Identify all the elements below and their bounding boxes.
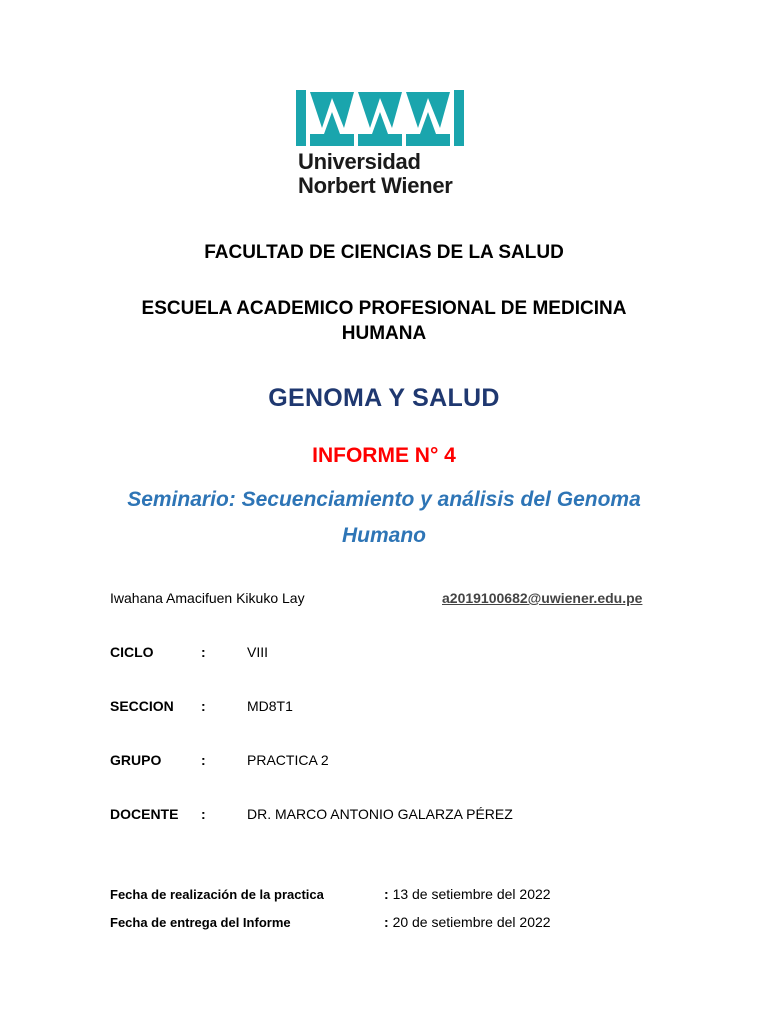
seminar-title [0, 482, 768, 554]
field-label-docente: DOCENTE [110, 806, 179, 822]
school-title-line2: HUMANA [341, 323, 427, 344]
field-label-ciclo: CICLO [110, 644, 154, 660]
seminar-title-line1: Seminario: Secuenciamiento y análisis del Genoma [127, 488, 641, 511]
field-label-seccion: SECCION [110, 698, 174, 714]
field-value-grupo: PRACTICA 2 [247, 752, 329, 768]
school-title-line1: ESCUELA ACADEMICO PROFESIONAL DE MEDICINA [141, 298, 627, 319]
field-colon: : [201, 698, 206, 714]
date-label-entrega: Fecha de entrega del Informe [110, 915, 291, 930]
field-value-docente: DR. MARCO ANTONIO GALARZA PÉREZ [247, 806, 513, 822]
wiener-chevron-logo-icon [296, 88, 476, 148]
date-row-entrega [384, 914, 551, 930]
faculty-title: FACULTAD DE CIENCIAS DE LA SALUD [204, 242, 564, 263]
seminar-title-line2: Humano [342, 524, 426, 547]
field-value-ciclo: VIII [247, 644, 269, 660]
date-colon: : [384, 914, 389, 930]
university-name [298, 150, 453, 198]
date-row-realizacion [384, 886, 551, 902]
date-value-realizacion: 13 de setiembre del 2022 [392, 886, 551, 902]
university-name-line2: Norbert Wiener [298, 173, 453, 198]
report-title: INFORME N° 4 [312, 444, 456, 467]
field-colon: : [201, 752, 206, 768]
field-value-seccion: MD8T1 [247, 698, 293, 714]
school-title [0, 296, 768, 346]
field-label-grupo: GRUPO [110, 752, 162, 768]
course-title: GENOMA Y SALUD [268, 384, 500, 412]
university-name-line1: Universidad [298, 149, 421, 174]
field-colon: : [201, 806, 206, 822]
date-value-entrega: 20 de setiembre del 2022 [392, 914, 551, 930]
date-label-realizacion: Fecha de realización de la practica [110, 887, 324, 902]
date-colon: : [384, 886, 389, 902]
author-name: Iwahana Amacifuen Kikuko Lay [110, 590, 305, 606]
field-colon: : [201, 644, 206, 660]
author-email-link[interactable]: a2019100682@uwiener.edu.pe [442, 590, 643, 606]
